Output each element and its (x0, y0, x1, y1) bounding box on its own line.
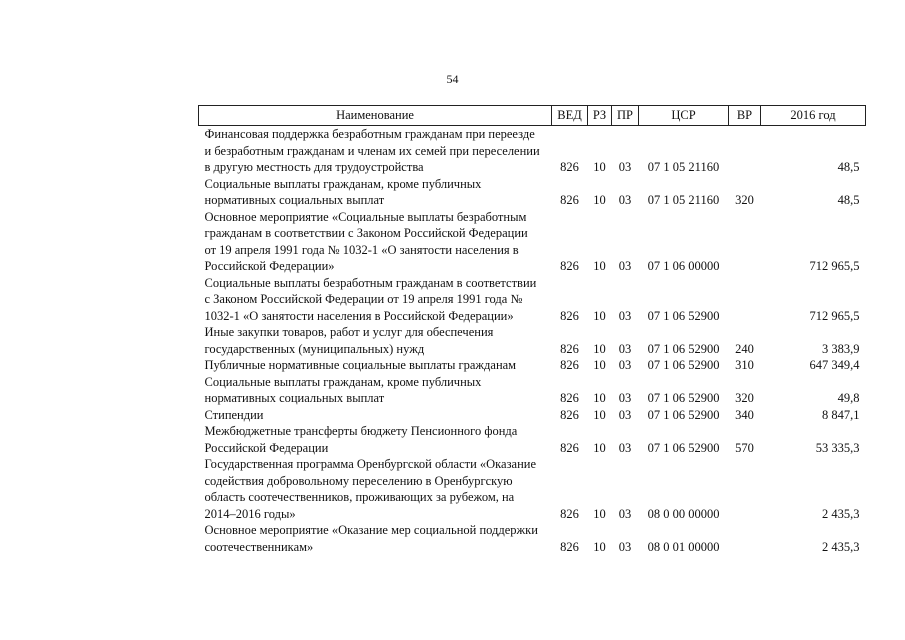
row-name-line: соотечественникам» (204, 539, 314, 554)
cell-rz: 10 (593, 407, 606, 422)
table-row (199, 357, 866, 374)
cell-ved: 826 (560, 539, 579, 554)
cell-pr: 03 (618, 308, 632, 323)
cell-vr: 310 (735, 358, 754, 372)
cell-pr: 03 (618, 259, 632, 273)
cell-csr: 07 1 06 00000 (647, 259, 720, 273)
cell-vr: 240 (735, 341, 754, 356)
header-name: Наименование (199, 106, 552, 126)
header-ved: ВЕД (552, 106, 588, 126)
cell-amount: 2 435,3 (822, 539, 860, 554)
row-name-line: Финансовая поддержка безработным гражданам при переезде (204, 127, 535, 141)
cell-amount: 48,5 (837, 193, 860, 207)
cell-csr: 08 0 00 00000 (647, 506, 720, 521)
cell-amount: 48,5 (837, 160, 860, 174)
cell-pr: 03 (618, 407, 632, 422)
cell-vr (729, 275, 761, 325)
cell-ved: 826 (560, 407, 579, 422)
page-number: 54 (446, 72, 459, 86)
cell-ved: 826 (560, 358, 579, 372)
cell-rz: 10 (593, 391, 606, 405)
cell-csr: 07 1 06 52900 (647, 358, 720, 372)
cell-pr: 03 (618, 539, 632, 554)
row-name (199, 126, 552, 176)
cell-ved: 826 (560, 440, 579, 455)
cell-rz: 10 (593, 193, 606, 207)
cell-ved: 826 (560, 341, 579, 356)
cell-csr: 07 1 06 52900 (647, 391, 720, 405)
row-name-line: Социальные выплаты гражданам, кроме публичных (204, 176, 482, 191)
cell-amount: 8 847,1 (822, 407, 860, 422)
cell-pr: 03 (618, 440, 632, 455)
table-row (199, 522, 866, 555)
cell-pr: 03 (618, 391, 632, 405)
cell-csr: 07 1 06 52900 (647, 341, 720, 356)
row-name-line: Публичные нормативные социальные выплаты гражданам (204, 358, 517, 372)
cell-vr: 570 (735, 440, 754, 455)
cell-ved: 826 (560, 391, 579, 405)
row-name (199, 423, 552, 456)
row-name-line: Межбюджетные трансферты бюджету Пенсионного фонда (204, 424, 518, 438)
row-name-line: нормативных социальных выплат (204, 391, 385, 405)
row-name (199, 357, 552, 374)
cell-csr: 07 1 06 52900 (647, 308, 720, 323)
cell-csr: 07 1 05 21160 (647, 193, 720, 207)
cell-amount: 53 335,3 (815, 440, 860, 455)
table-body (199, 126, 866, 556)
row-name-line: содействия добровольному переселению в Оренбургскую (204, 473, 513, 488)
row-name-line: Российской Федерации (204, 440, 329, 455)
header-rz: РЗ (588, 106, 612, 126)
cell-rz: 10 (593, 259, 606, 273)
row-name-line: с Законом Российской Федерации от 19 апреля 1991 года № (204, 292, 523, 306)
row-name (199, 456, 552, 522)
budget-table (198, 105, 866, 555)
table-row (199, 456, 866, 522)
table-row (199, 126, 866, 176)
cell-amount: 2 435,3 (822, 506, 860, 521)
cell-pr: 03 (618, 160, 632, 174)
cell-ved: 826 (560, 193, 579, 207)
cell-ved: 826 (560, 259, 579, 273)
cell-pr: 03 (618, 506, 632, 521)
table-header-row (199, 106, 866, 126)
cell-csr: 07 1 06 52900 (647, 407, 720, 422)
row-name-line: Российской Федерации» (204, 259, 335, 273)
row-name (199, 407, 552, 424)
row-name (199, 209, 552, 275)
cell-vr (729, 456, 761, 522)
cell-rz: 10 (593, 160, 606, 174)
table-row (199, 176, 866, 209)
cell-vr: 320 (735, 193, 754, 207)
row-name-line: 2014–2016 годы» (204, 506, 296, 521)
cell-amount: 712 965,5 (809, 308, 860, 323)
header-csr: ЦСР (639, 106, 729, 126)
row-name (199, 176, 552, 209)
row-name (199, 374, 552, 407)
table-row (199, 324, 866, 357)
cell-vr (729, 126, 761, 176)
table-row (199, 374, 866, 407)
cell-rz: 10 (593, 308, 606, 323)
row-name-line: 1032-1 «О занятости населения в Российской Федерации» (204, 308, 514, 323)
cell-csr: 08 0 01 00000 (647, 539, 720, 554)
cell-vr (729, 522, 761, 555)
cell-csr: 07 1 06 52900 (647, 440, 720, 455)
cell-rz: 10 (593, 358, 606, 372)
cell-rz: 10 (593, 341, 606, 356)
cell-vr (729, 209, 761, 275)
table-row (199, 423, 866, 456)
budget-table-container (198, 105, 865, 555)
cell-pr: 03 (618, 358, 632, 372)
cell-amount: 49,8 (837, 391, 860, 405)
row-name-line: от 19 апреля 1991 года № 1032-1 «О занятости населения в (204, 242, 519, 257)
row-name-line: область соотечественников, проживающих за рубежом, на (204, 490, 515, 504)
row-name-line: Социальные выплаты гражданам, кроме публичных (204, 374, 482, 389)
row-name-line: в другую местность для трудоустройства (204, 160, 424, 174)
row-name-line: Социальные выплаты безработным гражданам в соответствии (204, 275, 537, 290)
cell-amount: 712 965,5 (809, 259, 860, 273)
cell-pr: 03 (618, 193, 632, 207)
row-name (199, 324, 552, 357)
header-pr: ПР (612, 106, 639, 126)
row-name (199, 522, 552, 555)
cell-pr: 03 (618, 341, 632, 356)
table-row (199, 407, 866, 424)
row-name-line: Основное мероприятие «Оказание мер социальной поддержки (204, 523, 538, 537)
cell-ved: 826 (560, 506, 579, 521)
header-year: 2016 год (761, 106, 866, 126)
cell-rz: 10 (593, 539, 606, 554)
cell-rz: 10 (593, 440, 606, 455)
row-name-line: Иные закупки товаров, работ и услуг для обеспечения (204, 325, 494, 339)
cell-csr: 07 1 05 21160 (647, 160, 720, 174)
table-row (199, 209, 866, 275)
row-name-line: Основное мероприятие «Социальные выплаты безработным (204, 209, 527, 224)
row-name (199, 275, 552, 325)
header-vr: ВР (729, 106, 761, 126)
row-name-line: нормативных социальных выплат (204, 193, 385, 207)
row-name-line: Стипендии (204, 407, 264, 422)
cell-ved: 826 (560, 308, 579, 323)
row-name-line: государственных (муниципальных) нужд (204, 341, 425, 356)
row-name-line: и безработным гражданам и членам их семей при переселении (204, 143, 540, 158)
row-name-line: гражданам в соответствии с Законом Российской Федерации (204, 226, 528, 240)
cell-rz: 10 (593, 506, 606, 521)
cell-amount: 647 349,4 (809, 358, 860, 372)
cell-ved: 826 (560, 160, 579, 174)
cell-vr: 340 (735, 407, 754, 422)
cell-amount: 3 383,9 (822, 341, 860, 356)
row-name-line: Государственная программа Оренбургской области «Оказание (204, 457, 537, 471)
cell-vr: 320 (735, 391, 754, 405)
table-row (199, 275, 866, 325)
